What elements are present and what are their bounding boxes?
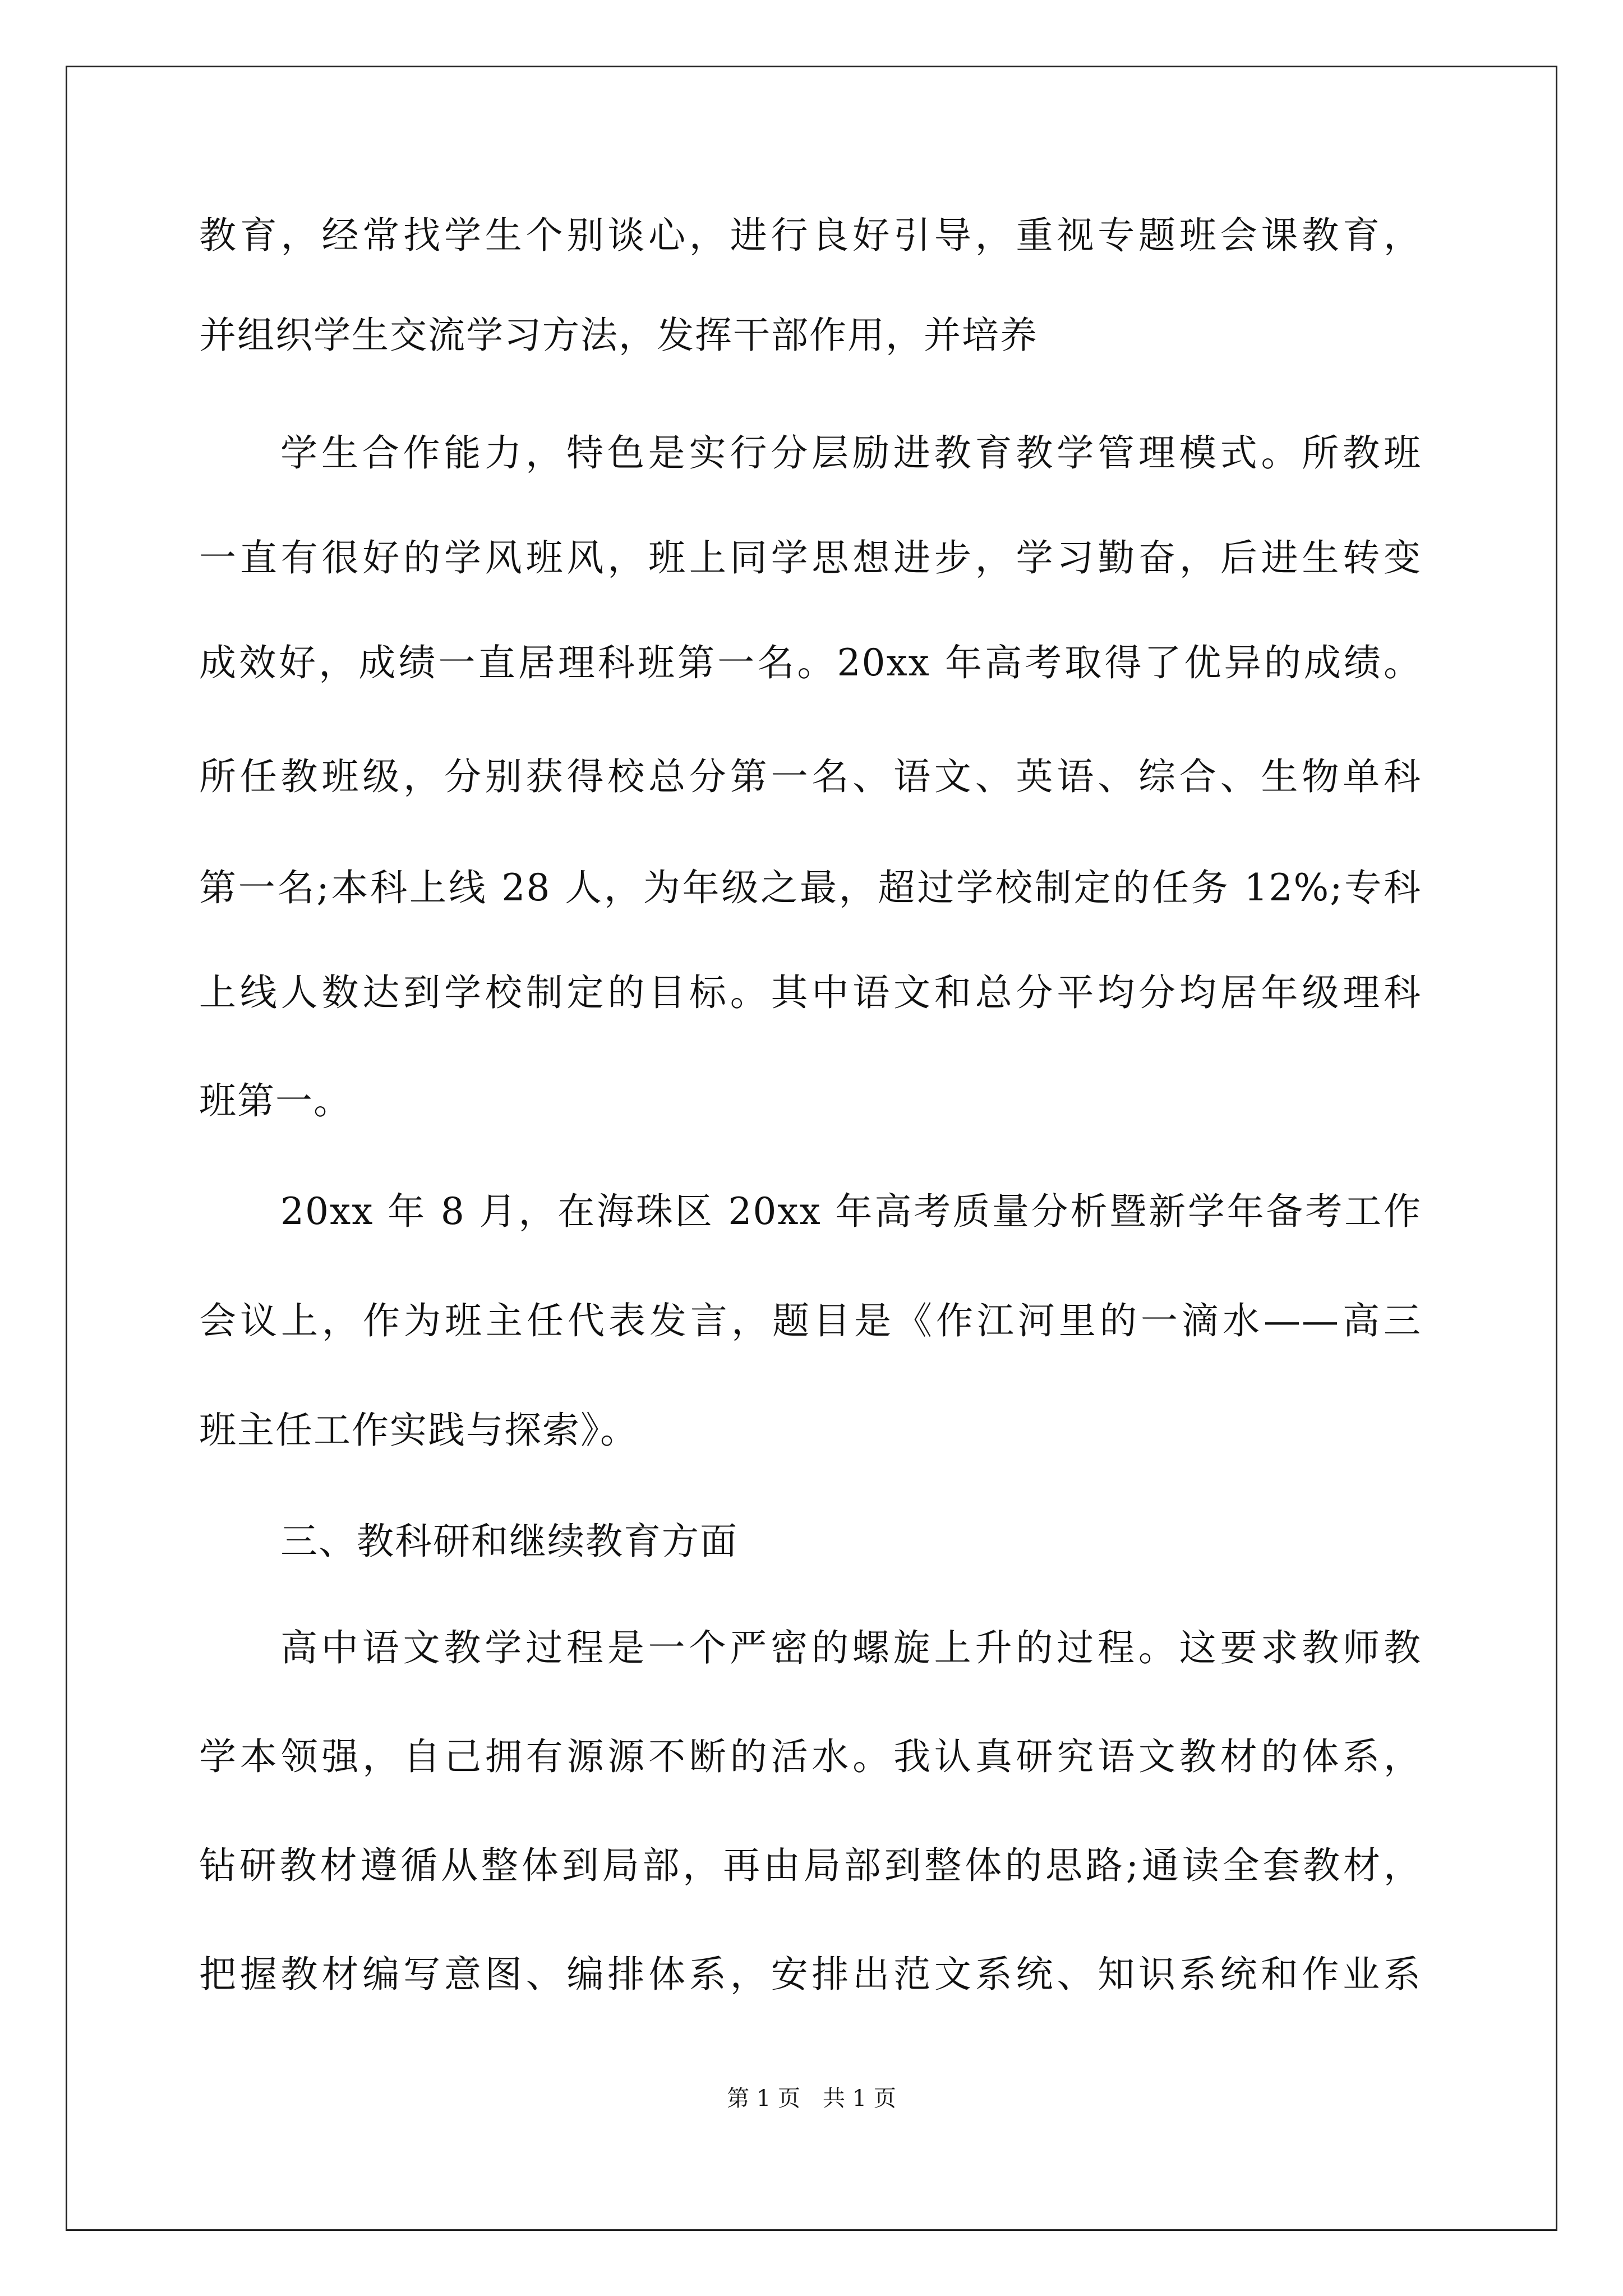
text-line: 学本领强，自己拥有源源不断的活水。我认真研究语文教材的体系， bbox=[199, 1735, 1422, 1778]
page-footer: 第 1 页 共 1 页 bbox=[727, 2086, 896, 2111]
text-line: 上线人数达到学校制定的目标。其中语文和总分平均分均居年级理科 bbox=[199, 971, 1422, 1014]
text-line: 班第一。 bbox=[199, 1079, 352, 1122]
text-line: 高中语文教学过程是一个严密的螺旋上升的过程。这要求教师教 bbox=[280, 1626, 1422, 1669]
text-line: 第一名;本科上线 28 人，为年级之最，超过学校制定的任务 12%;专科 bbox=[199, 866, 1422, 909]
page-border bbox=[66, 66, 1557, 2231]
text-line: 教育，经常找学生个别谈心，进行良好引导，重视专题班会课教育， bbox=[199, 214, 1422, 257]
text-line: 学生合作能力，特色是实行分层励进教育教学管理模式。所教班 bbox=[280, 431, 1422, 475]
text-line: 钻研教材遵循从整体到局部，再由局部到整体的思路;通读全套教材， bbox=[199, 1844, 1422, 1887]
text-line: 会议上，作为班主任代表发言，题目是《作江河里的一滴水——高三 bbox=[199, 1299, 1422, 1342]
text-line: 班主任工作实践与探索》。 bbox=[199, 1409, 638, 1452]
text-line: 20xx 年 8 月，在海珠区 20xx 年高考质量分析暨新学年备考工作 bbox=[280, 1190, 1422, 1233]
text-line: 一直有很好的学风班风，班上同学思想进步，学习勤奋，后进生转变 bbox=[199, 536, 1422, 579]
section-heading: 三、教科研和继续教育方面 bbox=[280, 1520, 738, 1563]
text-line: 所任教班级，分别获得校总分第一名、语文、英语、综合、生物单科 bbox=[199, 755, 1422, 798]
text-line: 把握教材编写意图、编排体系，安排出范文系统、知识系统和作业系 bbox=[199, 1953, 1422, 1996]
text-line: 成效好，成绩一直居理科班第一名。20xx 年高考取得了优异的成绩。 bbox=[199, 641, 1422, 684]
text-line: 并组织学生交流学习方法，发挥干部作用，并培养 bbox=[199, 314, 1038, 357]
